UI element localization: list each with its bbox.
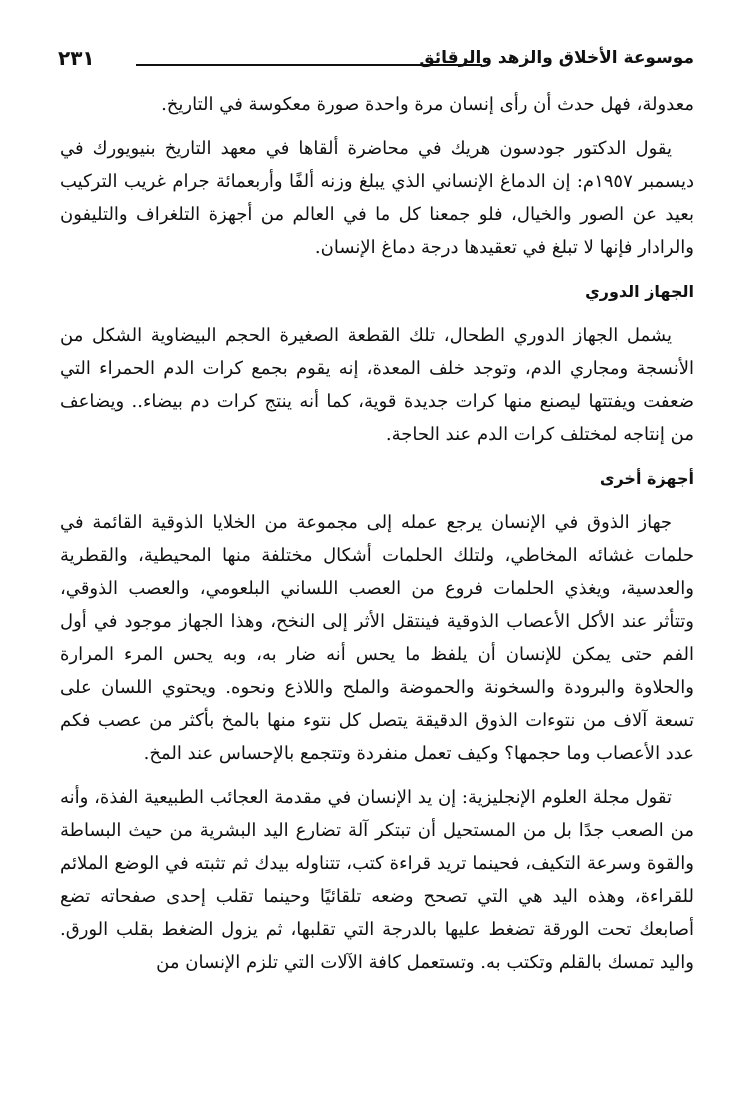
paragraph-4: جهاز الذوق في الإنسان يرجع عمله إلى مجموعة من الخلايا الذوقية القائمة في حلمات غشائه المخاطي، ولتلك الحلمات أشكال مختلفة منها المحيطية، والقطرية والعدسية، ويغذي الحلمات فروع من العصب اللساني البلعومي، والعصب الذوقي، وتتأثر عند الأكل الأعصاب الذوقية فينتقل الأثر إلى النخح، وهذا الجهاز موجود في أول الفم حتى يمكن للإنسان أن يلفظ ما يحس أنه ضار به، وبه يحس المرء المرارة والحلاوة والبرودة والسخونة والحموضة والملح واللاذع ونحوه. ويحتوي اللسان على تسعة آلاف من نتوءات الذوق الدقيقة يتصل كل نتوء منها بالمخ بأكثر من عصب فكم عدد الأعصاب وما حجمها؟ وكيف تعمل منفردة وتتجمع بالإحساس عند المخ. — [60, 512, 695, 764]
page-number: ٢٣١ — [58, 46, 95, 70]
section-heading-circulatory: الجهاز الدوري — [585, 282, 694, 301]
section-heading-other-organs: أجهزة أخرى — [599, 469, 694, 488]
header-title: موسوعة الأخلاق والزهد والرقائق — [419, 48, 694, 68]
paragraph-2: يقول الدكتور جودسون هريك في محاضرة ألقاها في معهد التاريخ بنيويورك في ديسمبر ١٩٥٧م: إن الدماغ الإنساني الذي يبلغ وزنه ألفًا وأربعمائة جرام غريب التركيب بعيد عن الصور والخيال، فلو جمعنا كل ما في العالم من أجهزة التلغراف والتليفون والرادار فإنها لا تبلغ في تعقيدها درجة دماغ الإنسان. — [60, 138, 694, 258]
body-text — [60, 88, 694, 990]
running-header — [58, 40, 694, 74]
header-rule — [136, 64, 482, 66]
paragraph-5: تقول مجلة العلوم الإنجليزية: إن يد الإنسان في مقدمة العجائب الطبيعية الفذة، وأنه من الصعب جدًا بل من المستحيل أن تبتكر آلة تضارع اليد البشرية من حيث البساطة والقوة وسرعة التكيف، فحينما تريد قراءة كتب، تتناوله بيدك ثم تثبته في الوضع الملائم للقراءة، وهذه اليد هي التي تصحح وضعه تلقائيًا وحينما تقلب إحدى صفحاته تضع أصابعك تحت الورقة تضغط عليها بالدرجة التي تقلبها، ثم يزول الضغط بقلب الورق. واليد تمسك بالقلم وتكتب به. وتستعمل كافة الآلات التي تلزم الإنسان من — [60, 787, 694, 973]
paragraph-1: معدولة، فهل حدث أن رأى إنسان مرة واحدة صورة معكوسة في التاريخ. — [161, 94, 694, 115]
paragraph-3: يشمل الجهاز الدوري الطحال، تلك القطعة الصغيرة الحجم البيضاوية الشكل من الأنسجة ومجاري الدم، وتوجد خلف المعدة، إنه يقوم بجمع كرات الدم الحمراء التي ضعفت ويفتتها ليصنع منها كرات جديدة قوية، كما أنه ينتج كرات دم بيضاء.. ويضاعف من إنتاجه لمختلف كرات الدم عند الحاجة. — [60, 325, 694, 445]
